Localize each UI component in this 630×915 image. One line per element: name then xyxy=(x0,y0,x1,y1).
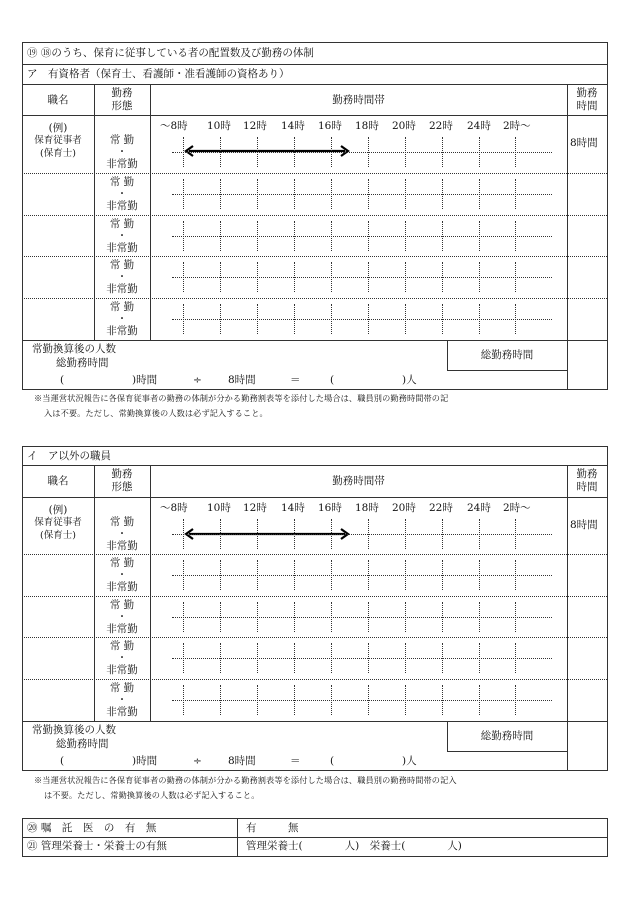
time-tick xyxy=(257,262,258,292)
consulting-doctor-value[interactable]: 有 無 xyxy=(246,822,299,834)
time-tick xyxy=(220,519,221,549)
time-tick xyxy=(183,602,184,632)
work-form-option[interactable]: 常 勤 xyxy=(109,218,135,230)
section-19-title: ⑲ ⑱のうち、保育に従事している者の配置数及び勤務の体制 xyxy=(27,47,314,59)
time-tick xyxy=(479,602,480,632)
nutritionist-value[interactable]: 管理栄養士( 人) 栄養士( 人) xyxy=(246,840,462,852)
time-tick xyxy=(479,179,480,209)
time-line[interactable] xyxy=(172,152,552,153)
time-tick xyxy=(405,262,406,292)
time-tick xyxy=(257,602,258,632)
work-form-option[interactable]: ・ xyxy=(116,146,128,158)
time-tick xyxy=(515,685,516,715)
time-tick xyxy=(220,643,221,673)
example-name: 保育従事者 xyxy=(34,135,82,146)
section-19b-title: イ ア以外の職員 xyxy=(27,450,111,462)
formula-part: ÷ xyxy=(193,755,202,767)
tick-label: 10時 xyxy=(207,120,231,132)
total-hours-label: 総勤務時間 xyxy=(480,730,534,742)
time-tick xyxy=(368,519,369,549)
work-form-option[interactable]: 常 勤 xyxy=(109,259,135,271)
rule xyxy=(237,818,238,857)
time-tick xyxy=(479,685,480,715)
tick-label: 24時 xyxy=(467,120,491,132)
header-form: 勤務 xyxy=(111,87,133,99)
rule xyxy=(22,770,608,771)
time-tick xyxy=(442,685,443,715)
rule xyxy=(22,389,608,390)
formula-part: ＝ xyxy=(290,374,301,386)
rule xyxy=(22,856,608,857)
time-tick xyxy=(257,643,258,673)
time-tick xyxy=(183,519,184,549)
rule xyxy=(22,465,608,466)
tick-label: 20時 xyxy=(392,502,416,514)
time-tick xyxy=(368,304,369,334)
formula-part: ( xyxy=(330,755,335,767)
example-name: (例) xyxy=(48,122,68,134)
rule xyxy=(150,84,151,340)
header-hours: 時間 xyxy=(576,481,598,493)
rule xyxy=(22,42,608,43)
time-tick xyxy=(515,221,516,251)
time-tick xyxy=(405,221,406,251)
time-tick xyxy=(294,137,295,167)
time-tick xyxy=(183,179,184,209)
row-divider xyxy=(22,298,607,299)
formula-part: ÷ xyxy=(193,374,202,386)
time-tick xyxy=(405,304,406,334)
work-form-option[interactable]: 非常勤 xyxy=(106,664,138,676)
work-form-option[interactable]: 非常勤 xyxy=(106,581,138,593)
time-tick xyxy=(294,643,295,673)
time-line[interactable] xyxy=(172,617,552,618)
example-hours: 8時間 xyxy=(570,519,598,531)
work-form-option[interactable]: 常 勤 xyxy=(109,640,135,652)
time-tick xyxy=(183,137,184,167)
tick-label: 22時 xyxy=(429,120,453,132)
example-name: (保育士) xyxy=(40,530,76,541)
time-tick xyxy=(479,519,480,549)
time-tick xyxy=(479,304,480,334)
work-form-option[interactable]: 常 勤 xyxy=(109,516,135,528)
time-tick xyxy=(294,179,295,209)
tick-label: 10時 xyxy=(207,502,231,514)
tick-label: 14時 xyxy=(281,502,305,514)
time-tick xyxy=(405,602,406,632)
work-form-option[interactable]: 常 勤 xyxy=(109,557,135,569)
rule xyxy=(150,465,151,721)
tick-label: 16時 xyxy=(318,502,342,514)
consulting-doctor-label: ⑳ 嘱 託 医 の 有 無 xyxy=(27,822,157,834)
time-tick xyxy=(405,137,406,167)
time-tick xyxy=(257,137,258,167)
example-shift-arrow xyxy=(183,145,351,157)
rule xyxy=(22,340,608,341)
tick-label: 14時 xyxy=(281,120,305,132)
time-tick xyxy=(220,262,221,292)
formula-part: )時間 xyxy=(132,374,158,386)
time-tick xyxy=(515,179,516,209)
tick-label: 12時 xyxy=(243,502,267,514)
header-form: 形態 xyxy=(111,100,133,112)
time-tick xyxy=(479,137,480,167)
time-tick xyxy=(183,221,184,251)
formula-part: 8時間 xyxy=(228,755,256,767)
time-tick xyxy=(331,304,332,334)
tick-label: ～8時 xyxy=(160,502,188,514)
tick-label: 18時 xyxy=(355,502,379,514)
time-tick xyxy=(368,602,369,632)
work-form-option[interactable]: ・ xyxy=(116,313,128,325)
work-form-option[interactable]: 常 勤 xyxy=(109,301,135,313)
time-tick xyxy=(220,685,221,715)
row-divider xyxy=(22,215,607,216)
work-form-option[interactable]: 非常勤 xyxy=(106,283,138,295)
time-tick xyxy=(368,262,369,292)
time-tick xyxy=(220,137,221,167)
formula-part: ( xyxy=(330,374,335,386)
rule xyxy=(22,837,608,838)
rule xyxy=(22,84,608,85)
time-tick xyxy=(331,602,332,632)
tick-label: 2時～ xyxy=(503,502,531,514)
header-band: 勤務時間帯 xyxy=(332,475,385,487)
time-tick xyxy=(331,179,332,209)
tick-label: ～8時 xyxy=(160,120,188,132)
header-band: 勤務時間帯 xyxy=(332,94,385,106)
header-form: 形態 xyxy=(111,481,133,493)
time-tick xyxy=(294,262,295,292)
row-divider xyxy=(22,554,607,555)
time-tick xyxy=(442,221,443,251)
time-tick xyxy=(183,685,184,715)
time-tick xyxy=(331,685,332,715)
rule xyxy=(22,721,608,722)
rule xyxy=(567,465,568,771)
work-form-option[interactable]: ・ xyxy=(116,569,128,581)
tick-label: 24時 xyxy=(467,502,491,514)
header-hours: 勤務 xyxy=(576,87,598,99)
summary-label: 総勤務時間 xyxy=(56,738,109,750)
rule xyxy=(22,497,608,498)
rule xyxy=(22,115,608,116)
time-tick xyxy=(368,560,369,590)
header-name: 職名 xyxy=(47,94,69,106)
time-tick xyxy=(257,221,258,251)
time-tick xyxy=(331,519,332,549)
time-tick xyxy=(368,179,369,209)
time-tick xyxy=(442,304,443,334)
time-tick xyxy=(220,560,221,590)
time-tick xyxy=(220,304,221,334)
time-tick xyxy=(294,560,295,590)
tick-label: 18時 xyxy=(355,120,379,132)
time-tick xyxy=(515,137,516,167)
time-tick xyxy=(331,221,332,251)
time-tick xyxy=(331,262,332,292)
formula-part: )人 xyxy=(402,374,417,386)
time-tick xyxy=(294,519,295,549)
work-form-option[interactable]: 常 勤 xyxy=(109,682,135,694)
time-line[interactable] xyxy=(172,277,552,278)
work-form-option[interactable]: ・ xyxy=(116,611,128,623)
time-tick xyxy=(515,560,516,590)
time-tick xyxy=(183,304,184,334)
rule xyxy=(22,446,608,447)
summary-label: 総勤務時間 xyxy=(56,357,109,369)
time-tick xyxy=(442,179,443,209)
formula-part: ( xyxy=(60,755,65,767)
time-tick xyxy=(479,560,480,590)
time-tick xyxy=(220,221,221,251)
work-form-option[interactable]: ・ xyxy=(116,188,128,200)
time-tick xyxy=(405,685,406,715)
time-tick xyxy=(368,221,369,251)
rule xyxy=(607,42,608,390)
tick-label: 20時 xyxy=(392,120,416,132)
time-tick xyxy=(442,262,443,292)
time-tick xyxy=(442,137,443,167)
work-form-option[interactable]: 非常勤 xyxy=(106,325,138,337)
time-tick xyxy=(294,685,295,715)
rule xyxy=(22,64,608,65)
time-tick xyxy=(183,560,184,590)
work-form-option[interactable]: ・ xyxy=(116,694,128,706)
formula-part: )人 xyxy=(402,755,417,767)
time-line[interactable] xyxy=(172,534,552,535)
time-tick xyxy=(294,602,295,632)
work-form-option[interactable]: 常 勤 xyxy=(109,599,135,611)
work-form-option[interactable]: ・ xyxy=(116,230,128,242)
time-line[interactable] xyxy=(172,236,552,237)
time-tick xyxy=(220,179,221,209)
time-tick xyxy=(220,602,221,632)
work-form-option[interactable]: ・ xyxy=(116,271,128,283)
note-text: ※当運営状況報告に各保育従事者の勤務の体制が分かる勤務割表等を添付した場合は、職員別の勤務時間帯の記 xyxy=(34,393,449,403)
header-hours: 時間 xyxy=(576,100,598,112)
summary-label: 常勤換算後の人数 xyxy=(32,724,116,736)
time-tick xyxy=(331,643,332,673)
example-hours: 8時間 xyxy=(570,137,598,149)
work-form-option[interactable]: 常 勤 xyxy=(109,176,135,188)
example-name: 保育従事者 xyxy=(34,517,82,528)
time-tick xyxy=(479,262,480,292)
time-tick xyxy=(405,519,406,549)
formula-part: ＝ xyxy=(290,755,301,767)
time-tick xyxy=(405,179,406,209)
time-tick xyxy=(442,602,443,632)
tick-label: 22時 xyxy=(429,502,453,514)
work-form-option[interactable]: ・ xyxy=(116,528,128,540)
total-hours-label: 総勤務時間 xyxy=(480,349,534,361)
time-tick xyxy=(368,685,369,715)
nutritionist-label: ㉑ 管理栄養士・栄養士の有無 xyxy=(27,840,167,852)
time-line[interactable] xyxy=(172,700,552,701)
formula-part: )時間 xyxy=(132,755,158,767)
rule xyxy=(22,446,23,771)
row-divider xyxy=(22,637,607,638)
time-tick xyxy=(368,137,369,167)
time-line[interactable] xyxy=(172,658,552,659)
work-form-option[interactable]: 非常勤 xyxy=(106,706,138,718)
time-line[interactable] xyxy=(172,194,552,195)
time-tick xyxy=(515,304,516,334)
time-tick xyxy=(257,179,258,209)
header-name: 職名 xyxy=(47,475,69,487)
formula-part: 8時間 xyxy=(228,374,256,386)
time-tick xyxy=(257,685,258,715)
row-divider xyxy=(22,256,607,257)
example-name: (例) xyxy=(48,504,68,516)
example-name: (保育士) xyxy=(40,148,76,159)
rule xyxy=(22,818,23,857)
time-tick xyxy=(442,560,443,590)
note-text: は不要。ただし、常勤換算後の人数は必ず記入すること。 xyxy=(44,790,260,800)
formula-part: ( xyxy=(60,374,65,386)
time-tick xyxy=(257,304,258,334)
time-tick xyxy=(442,519,443,549)
work-form-option[interactable]: 非常勤 xyxy=(106,540,138,552)
work-form-option[interactable]: 非常勤 xyxy=(106,200,138,212)
row-divider xyxy=(22,596,607,597)
work-form-option[interactable]: 非常勤 xyxy=(106,242,138,254)
work-form-option[interactable]: ・ xyxy=(116,652,128,664)
time-tick xyxy=(515,262,516,292)
time-line[interactable] xyxy=(172,319,552,320)
rule xyxy=(447,370,567,371)
rule xyxy=(22,818,608,819)
rule xyxy=(607,446,608,771)
header-form: 勤務 xyxy=(111,468,133,480)
rule xyxy=(607,818,608,857)
row-divider xyxy=(22,679,607,680)
note-text: 入は不要。ただし、常勤換算後の人数は必ず記入すること。 xyxy=(44,408,268,418)
time-tick xyxy=(257,519,258,549)
time-tick xyxy=(294,304,295,334)
time-tick xyxy=(294,221,295,251)
work-form-option[interactable]: 非常勤 xyxy=(106,158,138,170)
tick-label: 2時～ xyxy=(503,120,531,132)
time-tick xyxy=(368,643,369,673)
time-tick xyxy=(479,221,480,251)
summary-label: 常勤換算後の人数 xyxy=(32,343,116,355)
time-tick xyxy=(515,602,516,632)
work-form-option[interactable]: 非常勤 xyxy=(106,623,138,635)
time-tick xyxy=(183,262,184,292)
time-tick xyxy=(331,137,332,167)
tick-label: 12時 xyxy=(243,120,267,132)
rule xyxy=(567,84,568,390)
time-tick xyxy=(183,643,184,673)
row-divider xyxy=(22,173,607,174)
time-line[interactable] xyxy=(172,575,552,576)
time-tick xyxy=(405,643,406,673)
work-form-option[interactable]: 常 勤 xyxy=(109,134,135,146)
tick-label: 16時 xyxy=(318,120,342,132)
time-tick xyxy=(442,643,443,673)
time-tick xyxy=(331,560,332,590)
time-tick xyxy=(515,519,516,549)
note-text: ※当運営状況報告に各保育従事者の勤務の体制が分かる勤務割表等を添付した場合は、職員別の勤務時間帯の記入 xyxy=(34,775,457,785)
header-hours: 勤務 xyxy=(576,468,598,480)
time-tick xyxy=(479,643,480,673)
section-19a-title: ア 有資格者（保育士、看護師・准看護師の資格あり） xyxy=(27,68,290,80)
time-tick xyxy=(515,643,516,673)
rule xyxy=(447,751,567,752)
time-tick xyxy=(405,560,406,590)
time-tick xyxy=(257,560,258,590)
